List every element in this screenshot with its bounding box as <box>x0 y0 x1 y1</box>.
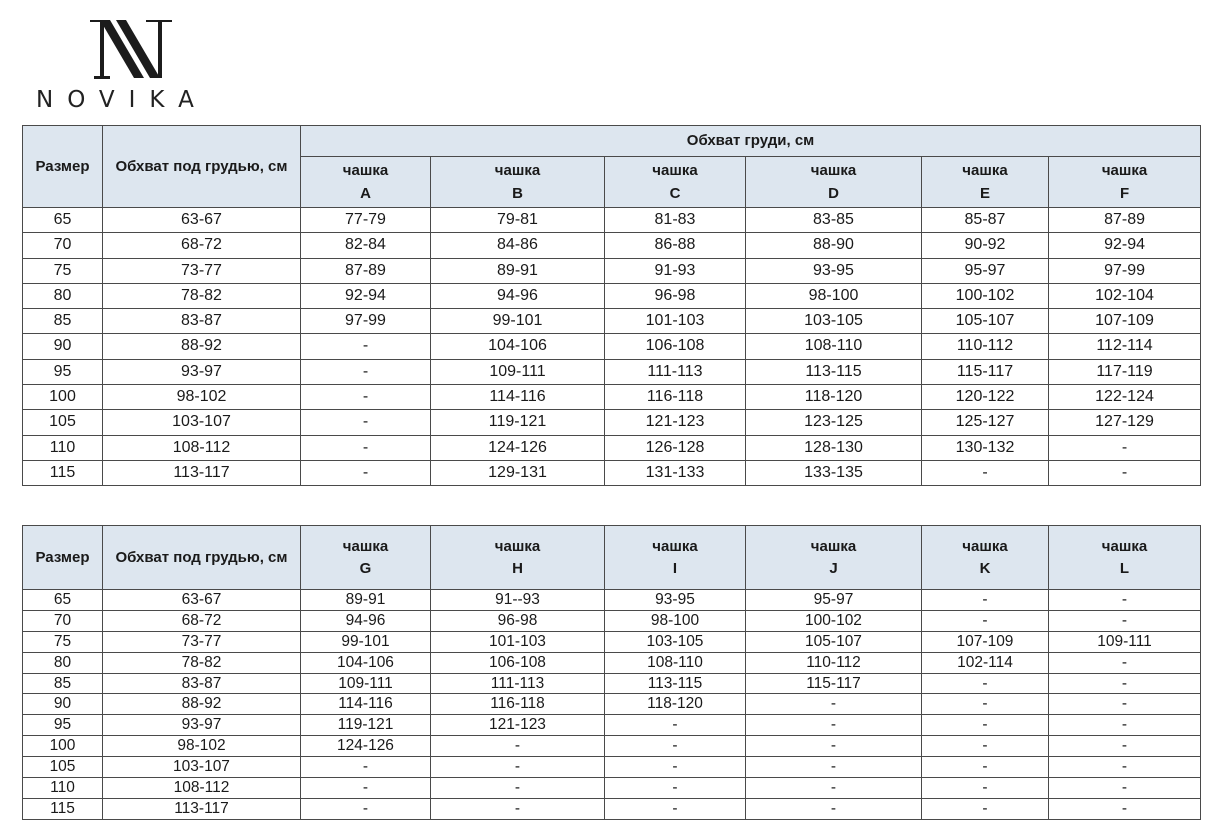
table-row <box>23 631 1201 652</box>
bust-cell: 119-121 <box>431 410 605 435</box>
size-cell: 85 <box>23 309 103 334</box>
bust-cell: 115-117 <box>746 673 922 694</box>
cup-letter: F <box>1119 184 1130 202</box>
bust-cell: - <box>922 715 1049 736</box>
bust-cell: 96-98 <box>431 610 605 631</box>
bust-cell: 102-114 <box>922 652 1049 673</box>
bust-cell: - <box>431 736 605 757</box>
cup-word: чашка <box>342 537 389 555</box>
bust-cell: 123-125 <box>746 410 922 435</box>
bust-cell: - <box>922 694 1049 715</box>
cup-word: чашка <box>494 162 541 180</box>
size-cell: 95 <box>23 359 103 384</box>
underbust-cell: 68-72 <box>103 610 301 631</box>
cup-letter: C <box>669 184 681 202</box>
underbust-cell: 98-102 <box>103 736 301 757</box>
bust-cell: 121-123 <box>431 715 605 736</box>
bust-cell: 117-119 <box>1049 359 1201 384</box>
bust-cell: 110-112 <box>922 334 1049 359</box>
bust-cell: 103-105 <box>746 309 922 334</box>
underbust-cell: 103-107 <box>103 410 301 435</box>
size-cell: 80 <box>23 652 103 673</box>
bust-cell: 89-91 <box>301 590 431 611</box>
bust-cell: - <box>746 778 922 799</box>
bust-cell: - <box>922 610 1049 631</box>
cup-header-c <box>605 157 746 208</box>
bust-cell: - <box>746 798 922 819</box>
bust-cell: 99-101 <box>301 631 431 652</box>
bust-cell: 84-86 <box>431 233 605 258</box>
table-row <box>23 435 1201 460</box>
underbust-cell: 68-72 <box>103 233 301 258</box>
bust-cell: 98-100 <box>605 610 746 631</box>
table-row <box>23 610 1201 631</box>
size-cell: 90 <box>23 334 103 359</box>
bust-cell: - <box>301 778 431 799</box>
underbust-cell: 88-92 <box>103 334 301 359</box>
bust-cell: 79-81 <box>431 208 605 233</box>
underbust-cell: 73-77 <box>103 258 301 283</box>
bust-cell: 105-107 <box>922 309 1049 334</box>
bust-cell: - <box>1049 715 1201 736</box>
cup-word: чашка <box>962 162 1008 180</box>
bust-cell: 91--93 <box>431 590 605 611</box>
bust-cell: 119-121 <box>301 715 431 736</box>
size-cell: 95 <box>23 715 103 736</box>
bust-cell: 124-126 <box>301 736 431 757</box>
cup-word: чашка <box>810 537 857 555</box>
size-header: Размер <box>23 126 103 208</box>
bust-cell: 112-114 <box>1049 334 1201 359</box>
cup-header-a <box>301 157 431 208</box>
bust-cell: 105-107 <box>746 631 922 652</box>
underbust-cell: 108-112 <box>103 778 301 799</box>
bust-cell: 95-97 <box>746 590 922 611</box>
cup-header-k <box>922 526 1049 590</box>
cup-letter: E <box>979 184 990 202</box>
table-row <box>23 258 1201 283</box>
cup-word: чашка <box>1101 162 1148 180</box>
table-row <box>23 410 1201 435</box>
table-row <box>23 590 1201 611</box>
size-cell: 85 <box>23 673 103 694</box>
bust-cell: - <box>605 757 746 778</box>
cup-word: чашка <box>494 537 541 555</box>
underbust-cell: 98-102 <box>103 385 301 410</box>
bust-cell: 100-102 <box>922 283 1049 308</box>
bust-cell: 115-117 <box>922 359 1049 384</box>
bust-cell: 121-123 <box>605 410 746 435</box>
size-cell: 100 <box>23 736 103 757</box>
bust-cell: 98-100 <box>746 283 922 308</box>
underbust-cell: 73-77 <box>103 631 301 652</box>
bust-cell: 125-127 <box>922 410 1049 435</box>
underbust-cell: 93-97 <box>103 715 301 736</box>
bust-cell: 101-103 <box>605 309 746 334</box>
bust-cell: - <box>605 736 746 757</box>
bust-cell: - <box>301 385 431 410</box>
cup-header-j <box>746 526 922 590</box>
bust-cell: - <box>301 334 431 359</box>
bust-cell: 83-85 <box>746 208 922 233</box>
bust-cell: 122-124 <box>1049 385 1201 410</box>
bust-cell: 97-99 <box>1049 258 1201 283</box>
cup-letter: A <box>360 184 371 202</box>
bust-cell: - <box>922 757 1049 778</box>
cup-letter: D <box>828 184 839 202</box>
bust-cell: 107-109 <box>922 631 1049 652</box>
table-row <box>23 359 1201 384</box>
bust-cell: - <box>431 798 605 819</box>
bust-cell: 114-116 <box>431 385 605 410</box>
bust-cell: 82-84 <box>301 233 431 258</box>
bust-cell: 92-94 <box>1049 233 1201 258</box>
bust-cell: 126-128 <box>605 435 746 460</box>
cup-header-d <box>746 157 922 208</box>
bust-cell: - <box>301 410 431 435</box>
bust-cell: 133-135 <box>746 460 922 485</box>
size-cell: 70 <box>23 233 103 258</box>
bust-cell: 96-98 <box>605 283 746 308</box>
bust-cell: - <box>431 778 605 799</box>
cup-letter: H <box>512 560 523 577</box>
size-cell: 115 <box>23 460 103 485</box>
table-row <box>23 283 1201 308</box>
cup-word: чашка <box>342 162 389 180</box>
bust-cell: - <box>605 778 746 799</box>
bust-cell: - <box>922 778 1049 799</box>
bust-cell: 102-104 <box>1049 283 1201 308</box>
bust-cell: 127-129 <box>1049 410 1201 435</box>
bust-cell: 109-111 <box>431 359 605 384</box>
table-row <box>23 778 1201 799</box>
underbust-cell: 63-67 <box>103 208 301 233</box>
cup-letter: L <box>1119 560 1130 577</box>
table-row <box>23 309 1201 334</box>
bust-cell: 89-91 <box>431 258 605 283</box>
bust-cell: 92-94 <box>301 283 431 308</box>
bust-cell: 93-95 <box>605 590 746 611</box>
cup-letter: K <box>979 560 991 577</box>
underbust-cell: 113-117 <box>103 460 301 485</box>
cup-header-h <box>431 526 605 590</box>
bust-cell: 118-120 <box>605 694 746 715</box>
bust-cell: 104-106 <box>301 652 431 673</box>
novika-n-logo-icon <box>86 18 176 80</box>
cup-header-i <box>605 526 746 590</box>
bust-cell: 108-110 <box>605 652 746 673</box>
bust-cell: - <box>1049 736 1201 757</box>
bust-cell: 93-95 <box>746 258 922 283</box>
bust-cell: - <box>922 590 1049 611</box>
bust-cell: - <box>431 757 605 778</box>
bust-cell: - <box>1049 798 1201 819</box>
size-cell: 65 <box>23 590 103 611</box>
bust-cell: 110-112 <box>746 652 922 673</box>
cup-letter: J <box>829 560 838 577</box>
underbust-cell: 108-112 <box>103 435 301 460</box>
table-row <box>23 694 1201 715</box>
bust-cell: 128-130 <box>746 435 922 460</box>
bust-cell: 103-105 <box>605 631 746 652</box>
bust-cell: - <box>922 798 1049 819</box>
table-row <box>23 757 1201 778</box>
bust-cell: 90-92 <box>922 233 1049 258</box>
bust-cell: 113-115 <box>605 673 746 694</box>
table-row <box>23 652 1201 673</box>
bust-cell: 109-111 <box>301 673 431 694</box>
bust-cell: 131-133 <box>605 460 746 485</box>
bust-cell: 114-116 <box>301 694 431 715</box>
bust-cell: - <box>301 435 431 460</box>
size-cell: 80 <box>23 283 103 308</box>
bust-cell: 88-90 <box>746 233 922 258</box>
underbust-cell: 83-87 <box>103 309 301 334</box>
underbust-cell: 78-82 <box>103 652 301 673</box>
bust-cell: - <box>922 736 1049 757</box>
bust-cell: 87-89 <box>1049 208 1201 233</box>
size-cell: 105 <box>23 410 103 435</box>
underbust-cell: 93-97 <box>103 359 301 384</box>
size-header: Размер <box>23 526 103 590</box>
underbust-cell: 88-92 <box>103 694 301 715</box>
size-cell: 110 <box>23 778 103 799</box>
bust-cell: - <box>605 798 746 819</box>
bust-cell: - <box>746 736 922 757</box>
cup-letter: G <box>359 560 372 577</box>
bust-cell: 99-101 <box>431 309 605 334</box>
bust-cell: 77-79 <box>301 208 431 233</box>
cup-header-g <box>301 526 431 590</box>
bust-cell: - <box>1049 673 1201 694</box>
bust-header: Обхват груди, см <box>301 126 1201 157</box>
bust-cell: 130-132 <box>922 435 1049 460</box>
bust-cell: 118-120 <box>746 385 922 410</box>
size-cell: 110 <box>23 435 103 460</box>
size-cell: 65 <box>23 208 103 233</box>
cup-header-l <box>1049 526 1201 590</box>
bust-cell: - <box>1049 694 1201 715</box>
bust-cell: - <box>301 757 431 778</box>
bust-cell: 106-108 <box>431 652 605 673</box>
bust-cell: 97-99 <box>301 309 431 334</box>
bust-cell: - <box>1049 778 1201 799</box>
bust-cell: 94-96 <box>431 283 605 308</box>
bust-cell: 87-89 <box>301 258 431 283</box>
bust-cell: - <box>1049 460 1201 485</box>
bust-cell: 109-111 <box>1049 631 1201 652</box>
underbust-cell: 83-87 <box>103 673 301 694</box>
bust-cell: 100-102 <box>746 610 922 631</box>
size-table-cups-g-l <box>22 525 1201 820</box>
table-row <box>23 385 1201 410</box>
bust-cell: 107-109 <box>1049 309 1201 334</box>
size-cell: 75 <box>23 631 103 652</box>
bust-cell: - <box>1049 652 1201 673</box>
bust-cell: 101-103 <box>431 631 605 652</box>
underbust-cell: 78-82 <box>103 283 301 308</box>
size-cell: 90 <box>23 694 103 715</box>
bust-cell: - <box>746 694 922 715</box>
bust-cell: - <box>301 460 431 485</box>
table-row <box>23 233 1201 258</box>
cup-letter: I <box>672 560 678 577</box>
bust-cell: 113-115 <box>746 359 922 384</box>
table-row <box>23 673 1201 694</box>
bust-cell: - <box>1049 590 1201 611</box>
cup-word: чашка <box>810 162 857 180</box>
size-table-cups-a-f <box>22 125 1201 486</box>
cup-header-b <box>431 157 605 208</box>
underbust-cell: 113-117 <box>103 798 301 819</box>
bust-cell: - <box>922 673 1049 694</box>
bust-cell: - <box>1049 610 1201 631</box>
bust-cell: - <box>301 798 431 819</box>
underbust-cell: 103-107 <box>103 757 301 778</box>
table-row <box>23 736 1201 757</box>
bust-cell: - <box>746 757 922 778</box>
bust-cell: 85-87 <box>922 208 1049 233</box>
bust-cell: 124-126 <box>431 435 605 460</box>
bust-cell: - <box>922 460 1049 485</box>
bust-cell: 120-122 <box>922 385 1049 410</box>
bust-cell: - <box>301 359 431 384</box>
bust-cell: - <box>1049 757 1201 778</box>
cup-header-f <box>1049 157 1201 208</box>
cup-letter: B <box>512 184 523 202</box>
bust-cell: - <box>1049 435 1201 460</box>
bust-cell: 108-110 <box>746 334 922 359</box>
underbust-header: Обхват под грудью, см <box>103 126 301 208</box>
table-row <box>23 460 1201 485</box>
cup-header-e <box>922 157 1049 208</box>
bust-cell: 91-93 <box>605 258 746 283</box>
size-cell: 70 <box>23 610 103 631</box>
bust-cell: 104-106 <box>431 334 605 359</box>
bust-cell: 129-131 <box>431 460 605 485</box>
cup-word: чашка <box>652 537 698 555</box>
bust-cell: - <box>746 715 922 736</box>
brand-name: NOVIKA <box>36 87 208 113</box>
table-row <box>23 334 1201 359</box>
cup-word: чашка <box>962 537 1008 555</box>
brand-logo <box>36 18 221 113</box>
cup-word: чашка <box>1101 537 1148 555</box>
bust-cell: 111-113 <box>605 359 746 384</box>
bust-cell: 116-118 <box>431 694 605 715</box>
bust-cell: 94-96 <box>301 610 431 631</box>
cup-word: чашка <box>652 162 698 180</box>
size-cell: 75 <box>23 258 103 283</box>
table-row <box>23 715 1201 736</box>
underbust-cell: 63-67 <box>103 590 301 611</box>
bust-cell: 86-88 <box>605 233 746 258</box>
bust-cell: 95-97 <box>922 258 1049 283</box>
table-row <box>23 798 1201 819</box>
bust-cell: - <box>605 715 746 736</box>
underbust-header: Обхват под грудью, см <box>103 526 301 590</box>
bust-cell: 106-108 <box>605 334 746 359</box>
bust-cell: 116-118 <box>605 385 746 410</box>
size-cell: 105 <box>23 757 103 778</box>
table-row <box>23 208 1201 233</box>
size-cell: 115 <box>23 798 103 819</box>
size-cell: 100 <box>23 385 103 410</box>
bust-cell: 111-113 <box>431 673 605 694</box>
bust-cell: 81-83 <box>605 208 746 233</box>
